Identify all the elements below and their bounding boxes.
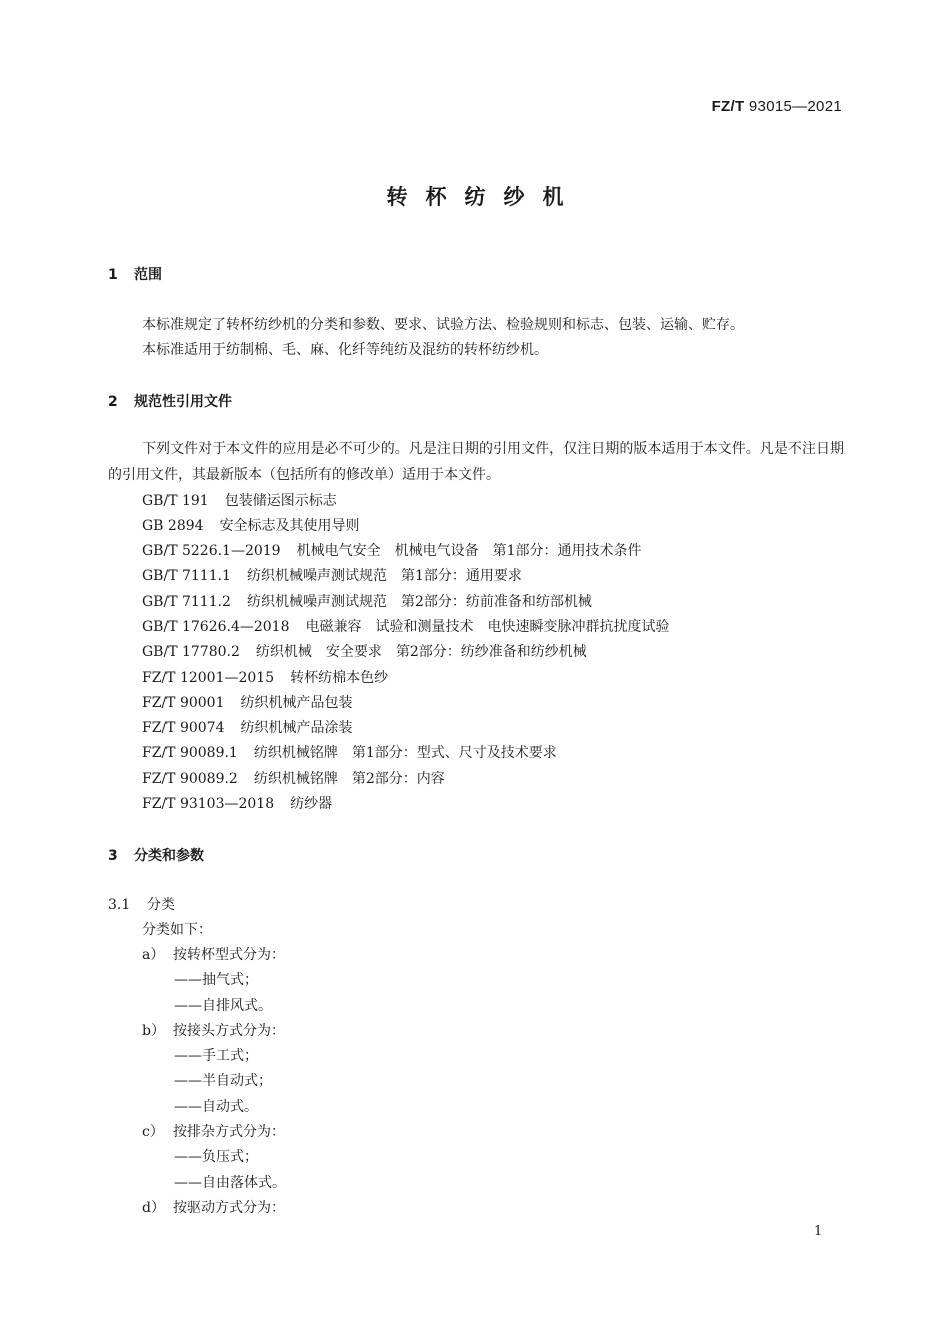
reference-code: FZ/T 90074 [142,720,225,736]
reference-code: FZ/T 90089.2 [142,771,238,787]
reference-code: FZ/T 93103—2018 [142,796,275,812]
reference-title: 安全标志及其使用导则 [219,518,360,534]
document-title: 转杯纺纱机 [386,185,582,209]
list-option: ——半自动式； [174,1073,272,1089]
reference-code: FZ/T 90089.1 [142,745,238,761]
reference-item [142,565,522,585]
reference-item [142,768,445,788]
standard-code [712,98,842,115]
list-text: 按排杂方式分为： [173,1124,285,1140]
standard-number: 93015—2021 [748,98,842,115]
reference-item [142,515,360,535]
list-option: ——自动式。 [174,1099,258,1115]
reference-item [142,540,642,560]
section-number: 2 [108,394,118,410]
reference-item [142,692,352,712]
list-option: ——负压式； [174,1149,258,1165]
reference-title: 包装储运图示标志 [224,493,337,509]
section-1-paragraph-1: 本标准规定了转杯纺纱机的分类和参数、要求、试验方法、检验规则和标志、包装、运输、贮存。 [142,317,744,333]
reference-code: GB/T 7111.2 [142,594,231,610]
reference-code: FZ/T 12001—2015 [142,670,275,686]
reference-code: GB/T 5226.1—2019 [142,543,281,559]
list-text: 按接头方式分为： [173,1023,285,1039]
reference-title: 纺织机械噪声测试规范 第2部分：纺前准备和纺部机械 [246,594,592,610]
reference-title: 纺织机械产品包装 [240,695,353,711]
reference-item [142,591,592,611]
reference-title: 转杯纺棉本色纱 [290,670,389,686]
reference-item [142,742,557,762]
list-marker: c） [142,1124,164,1140]
reference-code: FZ/T 90001 [142,695,225,711]
section-title: 范围 [134,267,162,283]
list-option: ——抽气式； [174,972,258,988]
list-marker: a） [142,947,165,963]
reference-item [142,490,337,510]
subsection-3-1-heading [108,894,175,914]
subsection-title: 分类 [147,897,175,913]
section-2-intro: 下列文件对于本文件的应用是必不可少的。凡是注日期的引用文件，仅注日期的版本适用于本文件。凡是不注日期的引用文件，其最新版本（包括所有的修改单）适用于本文件。 [108,441,844,483]
list-item-label [142,1020,285,1040]
list-item-label [142,1121,285,1141]
list-option: ——自由落体式。 [174,1175,286,1191]
section-title: 分类和参数 [134,848,204,864]
list-marker: b） [142,1023,165,1039]
reference-item [142,667,388,687]
reference-code: GB/T 17626.4—2018 [142,619,290,635]
reference-item [142,717,352,737]
reference-code: GB/T 191 [142,493,209,509]
section-number: 1 [108,267,118,283]
list-item-label [142,1197,285,1217]
reference-item [142,616,670,636]
section-2-heading [108,391,232,411]
list-marker: d） [142,1200,165,1216]
list-item-label [142,944,285,964]
section-1-paragraph-2: 本标准适用于纺制棉、毛、麻、化纤等纯纺及混纺的转杯纺纱机。 [142,342,548,358]
section-title: 规范性引用文件 [134,394,232,410]
section-number: 3 [108,848,118,864]
list-option: ——自排风式。 [174,998,272,1014]
reference-title: 纺织机械噪声测试规范 第1部分：通用要求 [246,568,522,584]
reference-title: 纺织机械 安全要求 第2部分：纺纱准备和纺纱机械 [255,644,587,660]
reference-code: GB/T 17780.2 [142,644,240,660]
subsection-intro: 分类如下： [142,922,212,938]
reference-item [142,641,587,661]
reference-title: 机械电气安全 机械电气设备 第1部分：通用技术条件 [296,543,642,559]
subsection-number: 3.1 [108,897,131,913]
section-3-heading [108,845,204,865]
reference-item [142,793,332,813]
reference-code: GB 2894 [142,518,204,534]
list-option: ——手工式； [174,1048,258,1064]
reference-code: GB/T 7111.1 [142,568,231,584]
reference-title: 纺纱器 [290,796,333,812]
section-1-heading [108,264,162,284]
page-number: 1 [814,1224,823,1239]
list-text: 按驱动方式分为： [173,1200,285,1216]
reference-title: 纺织机械铭牌 第1部分：型式、尺寸及技术要求 [253,745,557,761]
reference-title: 纺织机械产品涂装 [240,720,353,736]
list-text: 按转杯型式分为： [173,947,285,963]
reference-title: 电磁兼容 试验和测量技术 电快速瞬变脉冲群抗扰度试验 [305,619,670,635]
reference-title: 纺织机械铭牌 第2部分：内容 [253,771,445,787]
standard-prefix: FZ/T [711,98,745,115]
